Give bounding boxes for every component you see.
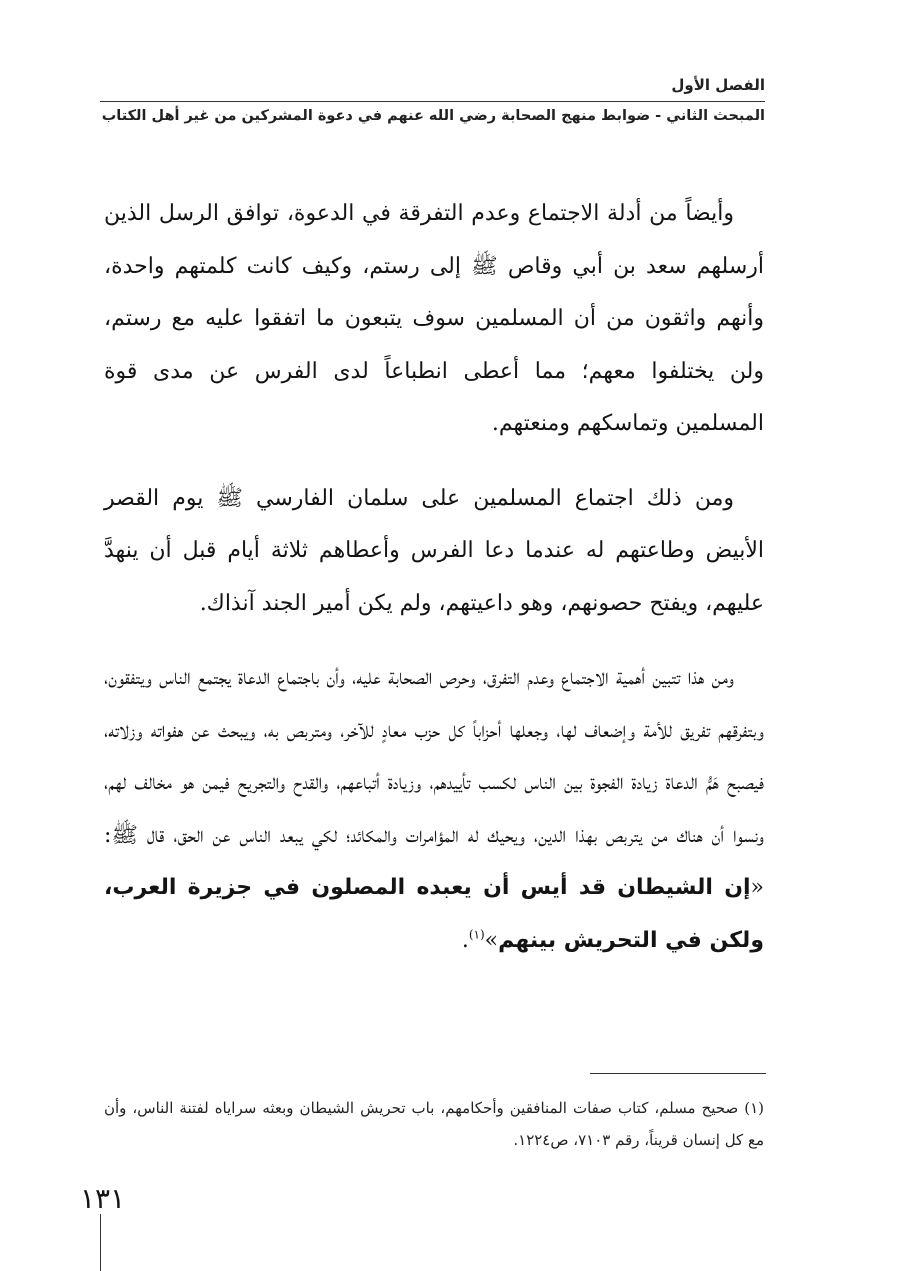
section-title: المبحث الثاني - ضوابط منهج الصحابة رضي الله عنهم في دعوة المشركين من غير أهل الكتاب: [101, 108, 765, 124]
footnote: (١) صحيح مسلم، كتاب صفات المنافقين وأحكامهم، باب تحريش الشيطان وبعثه سراياه لفتنة الناس، وأن مع كل إنسان قريناً، رقم ٧١٠٣، ص١٢٢٤.: [104, 1099, 764, 1149]
paragraph-2: ومن ذلك اجتماع المسلمين على سلمان الفارسي ﷺ يوم القصر الأبيض وطاعتهم له عندما دعا الفرس وأعطاهم ثلاثة أيام قبل أن ينهدَّ عليهم، ويفتح حصونهم، وهو داعيتهم، ولم يكن أمير الجند آنذاك.: [104, 485, 764, 616]
header-rule: [100, 101, 765, 102]
main-text: [104, 188, 764, 989]
hadith-quote: إن الشيطان قد أيس أن يعبده المصلون في جزيرة العرب، ولكن في التحريش بينهم: [104, 875, 764, 953]
paragraph-3: [104, 652, 764, 967]
footnote-rule: [590, 1073, 766, 1074]
paragraph-1: وأيضاً من أدلة الاجتماع وعدم التفرقة في الدعوة، توافق الرسل الذين أرسلهم سعد بن أبي وقاص ﷺ إلى رستم، وكيف كانت كلمتهم واحدة، وأنهم واثقون من أن المسلمين سوف يتبعون ما اتفقوا عليه مع رستم، ولن يختلفوا معهم؛ مما أعطى انطباعاً لدى الفرس عن مدى قوة المسلمين وتماسكهم ومنعتهم.: [104, 201, 764, 436]
page-number: ١٣١: [80, 1182, 126, 1215]
quote-close-mark: »: [484, 927, 499, 953]
footnote-reference[interactable]: (١): [468, 927, 485, 942]
paragraph-3-text: ومن هذا تتبين أهمية الاجتماع وعدم التفرق، وحرص الصحابة عليه، وأن باجتماع الدعاة يجتمع الناس ويتفقون، وبتفرقهم تفريق للأمة وإضعاف لها، وجعلها أحزاباً كل حزب معادٍ للآخر، ومتربص به، ويبحث عن هفواته وزلاته، فيصبح هَمُّ الدعاة زيادة الفجوة بين الناس لكسب تأييدهم، وزيادة أتباعهم، والقدح والتجريح فيمن هو مخالف لهم، ونسوا أن هناك من يتربص بهذا الدين، ويحيك له المؤامرات والمكائد؛ لكي يبعد الناس عن الحق، قال ﷺ: «: [104, 665, 764, 900]
margin-line: [100, 1214, 101, 1271]
chapter-title: الفصل الأول: [671, 76, 765, 94]
sentence-end: .: [461, 927, 469, 953]
